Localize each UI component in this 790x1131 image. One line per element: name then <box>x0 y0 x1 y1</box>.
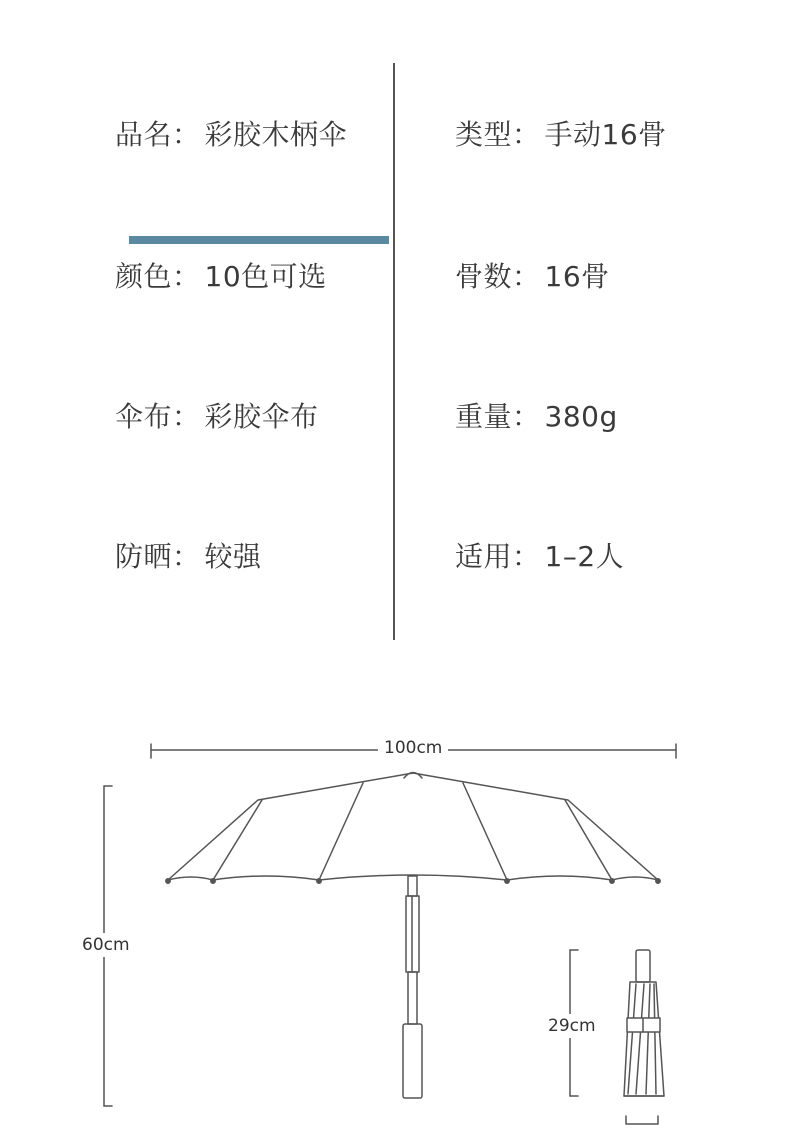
width-label: 100cm <box>378 738 448 758</box>
spec-value: 较强 <box>204 540 262 573</box>
spec-separator: ： <box>172 260 201 293</box>
open-umbrella-icon <box>166 773 660 1099</box>
spec-value: 380g <box>544 400 618 433</box>
spec-separator: ： <box>172 118 201 151</box>
spec-separator: ： <box>512 260 541 293</box>
spec-value: 16骨 <box>544 260 610 293</box>
height-label: 60cm <box>82 935 130 955</box>
folded-length-label: 29cm <box>548 1016 596 1036</box>
spec-label: 适用 <box>455 540 513 573</box>
spec-value: 彩胶木柄伞 <box>204 118 348 151</box>
spec-label: 骨数 <box>455 260 513 293</box>
spec-value: 10色可选 <box>204 260 327 293</box>
spec-label: 伞布 <box>115 400 173 433</box>
spec-separator: ： <box>512 118 541 151</box>
spec-separator: ： <box>172 400 201 433</box>
spec-separator: ： <box>512 400 541 433</box>
folded-umbrella-icon <box>624 950 664 1124</box>
spec-label: 类型 <box>455 118 513 151</box>
spec-value: 彩胶伞布 <box>204 400 319 433</box>
spec-separator: ： <box>512 540 541 573</box>
spec-value: 1–2人 <box>544 540 625 573</box>
spec-value: 手动16骨 <box>544 118 667 151</box>
spec-label: 防晒 <box>115 540 173 573</box>
spec-separator: ： <box>172 540 201 573</box>
spec-label: 颜色 <box>115 260 173 293</box>
spec-label: 品名 <box>115 118 173 151</box>
spec-label: 重量 <box>455 400 513 433</box>
